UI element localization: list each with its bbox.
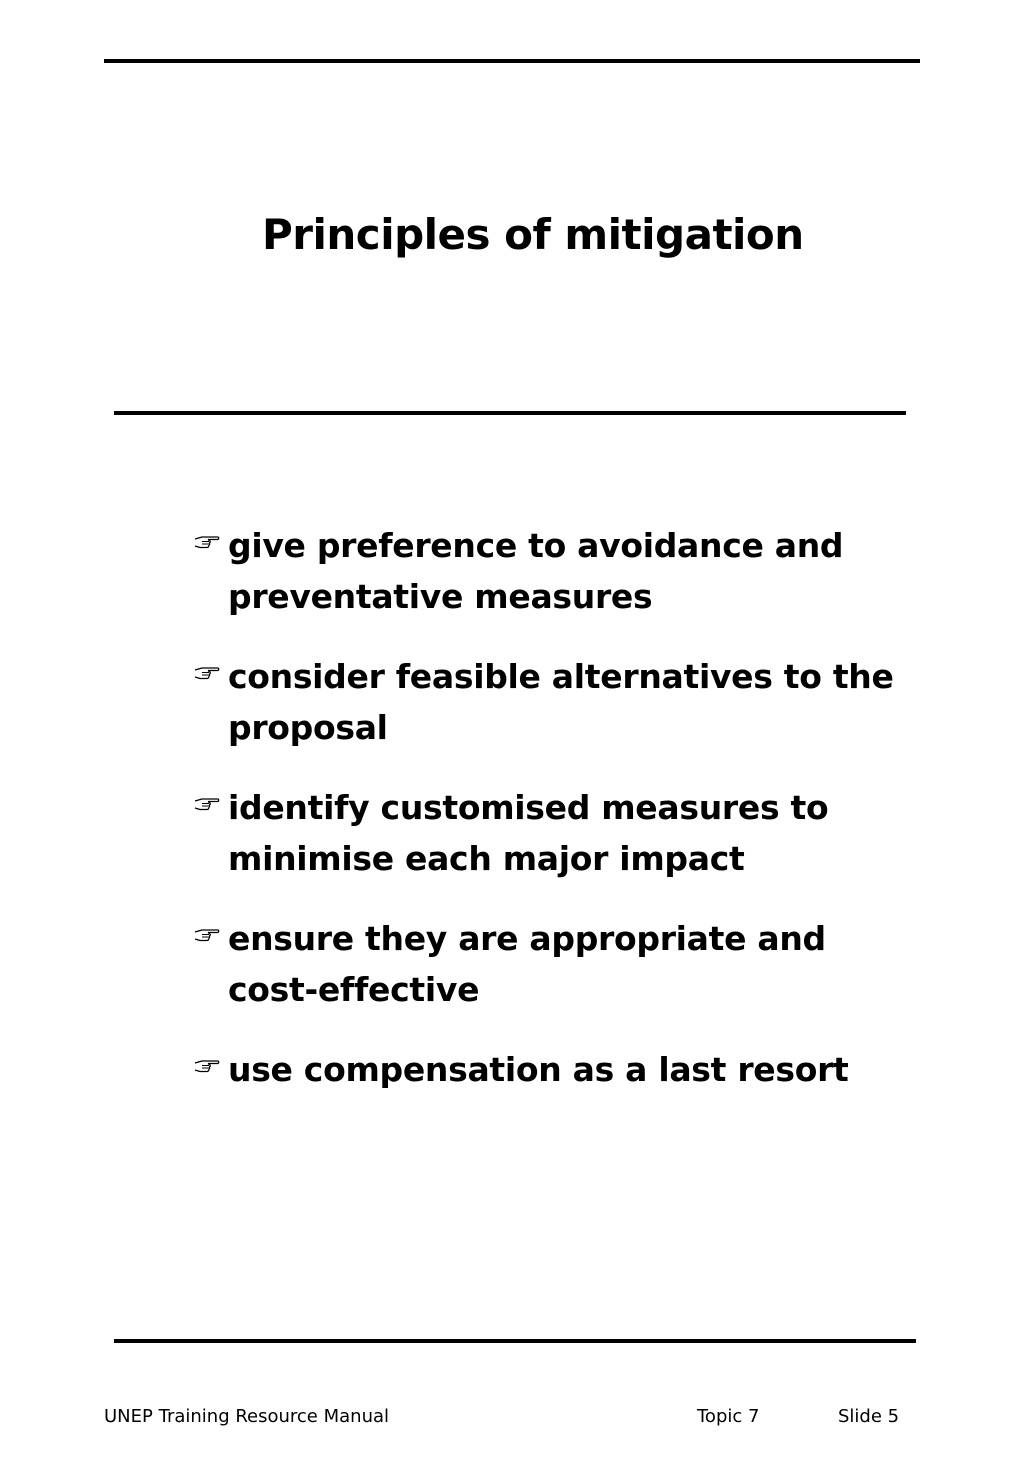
bullet-text: give preference to avoidance and preventative measures <box>228 526 844 616</box>
pointing-hand-icon <box>194 664 220 682</box>
slide-title: Principles of mitigation <box>262 210 804 259</box>
bullet-item <box>190 913 910 1015</box>
pointing-hand-icon <box>194 926 220 944</box>
bullet-text: ensure they are appropriate and cost-effective <box>228 919 826 1009</box>
top-divider <box>104 59 920 63</box>
footer-slide-number: Slide 5 <box>838 1406 900 1427</box>
bullet-item <box>190 651 910 753</box>
pointing-hand-icon <box>194 1057 220 1075</box>
bullet-text: use compensation as a last resort <box>228 1050 849 1089</box>
footer-topic: Topic 7 <box>697 1406 760 1427</box>
bullet-item <box>190 782 910 884</box>
bullet-text: consider feasible alternatives to the proposal <box>228 657 894 747</box>
bullet-text: identify customised measures to minimise each major impact <box>228 788 829 878</box>
footer-manual-name: UNEP Training Resource Manual <box>104 1406 390 1427</box>
title-divider <box>114 411 906 415</box>
pointing-hand-icon <box>194 795 220 813</box>
footer-divider <box>114 1339 916 1343</box>
bullet-item <box>190 520 910 622</box>
bullet-item <box>190 1044 910 1095</box>
bullet-list <box>190 520 910 1124</box>
pointing-hand-icon <box>194 533 220 551</box>
